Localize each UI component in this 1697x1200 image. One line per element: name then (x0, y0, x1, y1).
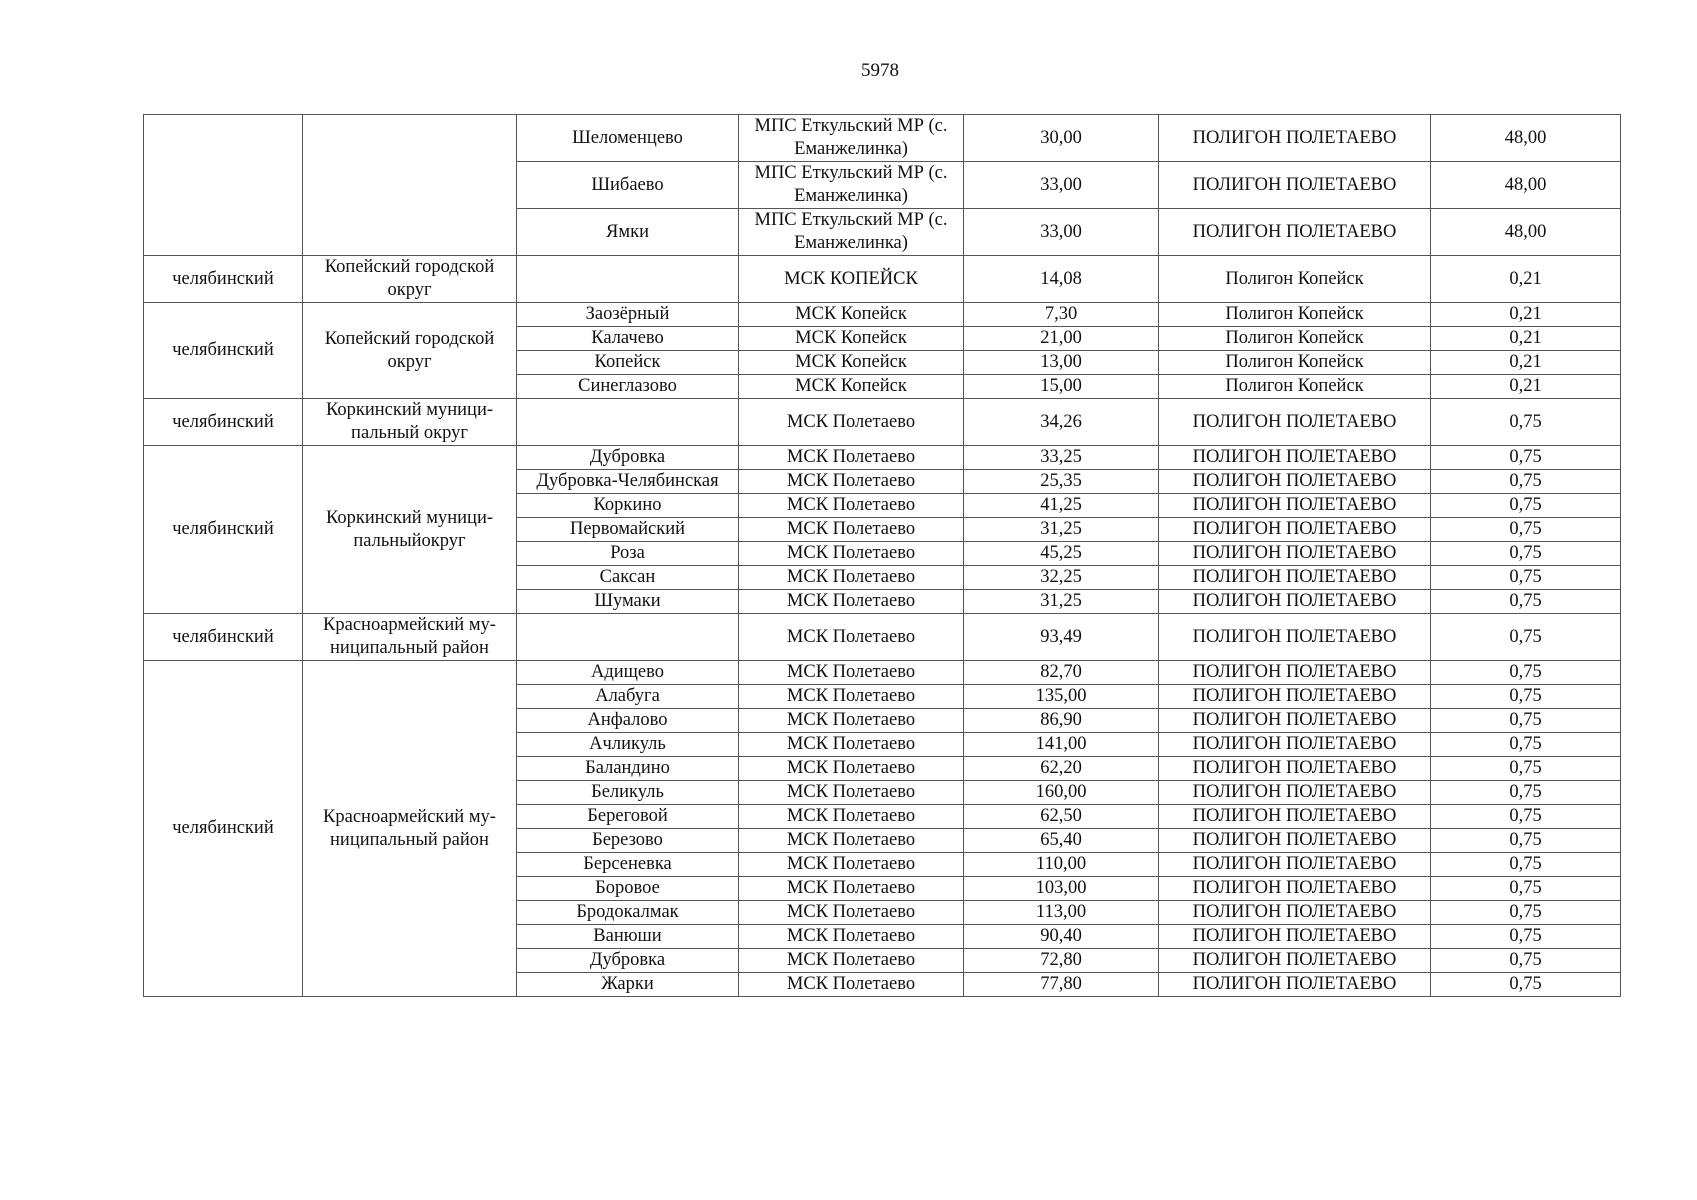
distance-cell: 90,40 (964, 925, 1159, 949)
collection-site-cell: МСК Копейск (739, 375, 964, 399)
collection-site-cell: МСК Полетаево (739, 877, 964, 901)
settlement-cell: Беликуль (517, 781, 739, 805)
region-cell: челябинский (144, 614, 303, 661)
landfill-cell: ПОЛИГОН ПОЛЕТАЕВО (1159, 566, 1431, 590)
settlement-cell: Анфалово (517, 709, 739, 733)
collection-site-cell: МСК Полетаево (739, 399, 964, 446)
value-cell: 0,75 (1431, 949, 1621, 973)
table-body (144, 115, 1621, 997)
value-cell: 0,75 (1431, 685, 1621, 709)
landfill-cell: ПОЛИГОН ПОЛЕТАЕВО (1159, 542, 1431, 566)
collection-site-cell: МСК Полетаево (739, 925, 964, 949)
settlement-cell: Синеглазово (517, 375, 739, 399)
distance-cell: 65,40 (964, 829, 1159, 853)
value-cell: 48,00 (1431, 115, 1621, 162)
settlement-cell: Саксан (517, 566, 739, 590)
value-cell: 0,75 (1431, 614, 1621, 661)
landfill-cell: ПОЛИГОН ПОЛЕТАЕВО (1159, 853, 1431, 877)
transport-table (143, 114, 1621, 997)
settlement-cell: Бродокалмак (517, 901, 739, 925)
value-cell: 0,75 (1431, 853, 1621, 877)
distance-cell: 62,20 (964, 757, 1159, 781)
distance-cell: 32,25 (964, 566, 1159, 590)
collection-site-cell: МСК Полетаево (739, 614, 964, 661)
landfill-cell: ПОЛИГОН ПОЛЕТАЕВО (1159, 901, 1431, 925)
distance-cell: 103,00 (964, 877, 1159, 901)
table-row (144, 399, 1621, 446)
municipality-cell (303, 115, 517, 256)
region-cell: челябинский (144, 303, 303, 399)
landfill-cell: ПОЛИГОН ПОЛЕТАЕВО (1159, 973, 1431, 997)
table-row (144, 661, 1621, 685)
landfill-cell: Полигон Копейск (1159, 256, 1431, 303)
collection-site-cell: МСК Полетаево (739, 733, 964, 757)
municipality-cell: Красноармейский му-ниципальный район (303, 661, 517, 997)
settlement-cell: Адищево (517, 661, 739, 685)
collection-site-cell: МСК Копейск (739, 351, 964, 375)
collection-site-cell: МСК Полетаево (739, 853, 964, 877)
collection-site-cell: МСК Полетаево (739, 709, 964, 733)
distance-cell: 135,00 (964, 685, 1159, 709)
landfill-cell: ПОЛИГОН ПОЛЕТАЕВО (1159, 614, 1431, 661)
distance-cell: 31,25 (964, 518, 1159, 542)
value-cell: 0,75 (1431, 709, 1621, 733)
distance-cell: 30,00 (964, 115, 1159, 162)
collection-site-cell: МСК Полетаево (739, 805, 964, 829)
settlement-cell: Ванюши (517, 925, 739, 949)
value-cell: 0,21 (1431, 303, 1621, 327)
settlement-cell: Берсеневка (517, 853, 739, 877)
value-cell: 0,21 (1431, 375, 1621, 399)
landfill-cell: ПОЛИГОН ПОЛЕТАЕВО (1159, 949, 1431, 973)
settlement-cell: Дубровка (517, 949, 739, 973)
distance-cell: 34,26 (964, 399, 1159, 446)
distance-cell: 113,00 (964, 901, 1159, 925)
collection-site-cell: МСК Полетаево (739, 518, 964, 542)
landfill-cell: Полигон Копейск (1159, 351, 1431, 375)
landfill-cell: ПОЛИГОН ПОЛЕТАЕВО (1159, 209, 1431, 256)
landfill-cell: ПОЛИГОН ПОЛЕТАЕВО (1159, 877, 1431, 901)
value-cell: 0,75 (1431, 399, 1621, 446)
distance-cell: 25,35 (964, 470, 1159, 494)
landfill-cell: Полигон Копейск (1159, 303, 1431, 327)
region-cell (144, 115, 303, 256)
distance-cell: 41,25 (964, 494, 1159, 518)
value-cell: 0,21 (1431, 351, 1621, 375)
distance-cell: 13,00 (964, 351, 1159, 375)
settlement-cell: Жарки (517, 973, 739, 997)
collection-site-cell: МСК Полетаево (739, 973, 964, 997)
landfill-cell: ПОЛИГОН ПОЛЕТАЕВО (1159, 470, 1431, 494)
collection-site-cell: МСК Полетаево (739, 542, 964, 566)
distance-cell: 93,49 (964, 614, 1159, 661)
landfill-cell: ПОЛИГОН ПОЛЕТАЕВО (1159, 709, 1431, 733)
collection-site-cell: МПС Еткульский МР (с. Еманжелинка) (739, 115, 964, 162)
value-cell: 0,75 (1431, 518, 1621, 542)
distance-cell: 14,08 (964, 256, 1159, 303)
settlement-cell: Первомайский (517, 518, 739, 542)
settlement-cell: Боровое (517, 877, 739, 901)
collection-site-cell: МСК Полетаево (739, 949, 964, 973)
settlement-cell: Ямки (517, 209, 739, 256)
value-cell: 0,75 (1431, 590, 1621, 614)
distance-cell: 15,00 (964, 375, 1159, 399)
value-cell: 0,75 (1431, 829, 1621, 853)
landfill-cell: ПОЛИГОН ПОЛЕТАЕВО (1159, 829, 1431, 853)
landfill-cell: ПОЛИГОН ПОЛЕТАЕВО (1159, 685, 1431, 709)
table-row (144, 446, 1621, 470)
landfill-cell: ПОЛИГОН ПОЛЕТАЕВО (1159, 399, 1431, 446)
landfill-cell: ПОЛИГОН ПОЛЕТАЕВО (1159, 446, 1431, 470)
landfill-cell: ПОЛИГОН ПОЛЕТАЕВО (1159, 661, 1431, 685)
municipality-cell: Копейский городской округ (303, 303, 517, 399)
settlement-cell: Дубровка (517, 446, 739, 470)
settlement-cell (517, 256, 739, 303)
distance-cell: 110,00 (964, 853, 1159, 877)
landfill-cell: ПОЛИГОН ПОЛЕТАЕВО (1159, 115, 1431, 162)
value-cell: 0,75 (1431, 446, 1621, 470)
distance-cell: 33,25 (964, 446, 1159, 470)
landfill-cell: ПОЛИГОН ПОЛЕТАЕВО (1159, 757, 1431, 781)
region-cell: челябинский (144, 256, 303, 303)
settlement-cell: Шибаево (517, 162, 739, 209)
municipality-cell: Коркинский муници-пальный округ (303, 399, 517, 446)
collection-site-cell: МСК Полетаево (739, 829, 964, 853)
distance-cell: 7,30 (964, 303, 1159, 327)
value-cell: 0,75 (1431, 661, 1621, 685)
settlement-cell: Баландино (517, 757, 739, 781)
distance-cell: 45,25 (964, 542, 1159, 566)
distance-cell: 33,00 (964, 209, 1159, 256)
landfill-cell: ПОЛИГОН ПОЛЕТАЕВО (1159, 805, 1431, 829)
settlement-cell: Заозёрный (517, 303, 739, 327)
collection-site-cell: МСК Полетаево (739, 590, 964, 614)
distance-cell: 77,80 (964, 973, 1159, 997)
value-cell: 0,21 (1431, 327, 1621, 351)
landfill-cell: ПОЛИГОН ПОЛЕТАЕВО (1159, 733, 1431, 757)
collection-site-cell: МСК Полетаево (739, 685, 964, 709)
landfill-cell: ПОЛИГОН ПОЛЕТАЕВО (1159, 494, 1431, 518)
settlement-cell: Березово (517, 829, 739, 853)
value-cell: 0,75 (1431, 925, 1621, 949)
value-cell: 0,75 (1431, 877, 1621, 901)
collection-site-cell: МСК Полетаево (739, 757, 964, 781)
region-cell: челябинский (144, 661, 303, 997)
table-row (144, 303, 1621, 327)
collection-site-cell: МСК Полетаево (739, 446, 964, 470)
distance-cell: 21,00 (964, 327, 1159, 351)
value-cell: 0,75 (1431, 757, 1621, 781)
landfill-cell: ПОЛИГОН ПОЛЕТАЕВО (1159, 925, 1431, 949)
landfill-cell: ПОЛИГОН ПОЛЕТАЕВО (1159, 518, 1431, 542)
settlement-cell: Роза (517, 542, 739, 566)
distance-cell: 31,25 (964, 590, 1159, 614)
settlement-cell (517, 614, 739, 661)
collection-site-cell: МСК Полетаево (739, 494, 964, 518)
distance-cell: 160,00 (964, 781, 1159, 805)
municipality-cell: Копейский городской округ (303, 256, 517, 303)
landfill-cell: Полигон Копейск (1159, 327, 1431, 351)
collection-site-cell: МСК Копейск (739, 327, 964, 351)
collection-site-cell: МПС Еткульский МР (с. Еманжелинка) (739, 162, 964, 209)
distance-cell: 86,90 (964, 709, 1159, 733)
collection-site-cell: МСК Полетаево (739, 566, 964, 590)
value-cell: 0,75 (1431, 901, 1621, 925)
table-row (144, 256, 1621, 303)
settlement-cell: Береговой (517, 805, 739, 829)
collection-site-cell: МСК Полетаево (739, 901, 964, 925)
landfill-cell: ПОЛИГОН ПОЛЕТАЕВО (1159, 162, 1431, 209)
distance-cell: 141,00 (964, 733, 1159, 757)
distance-cell: 62,50 (964, 805, 1159, 829)
value-cell: 48,00 (1431, 209, 1621, 256)
value-cell: 0,21 (1431, 256, 1621, 303)
landfill-cell: Полигон Копейск (1159, 375, 1431, 399)
collection-site-cell: МСК Полетаево (739, 781, 964, 805)
settlement-cell: Копейск (517, 351, 739, 375)
value-cell: 0,75 (1431, 973, 1621, 997)
settlement-cell: Алабуга (517, 685, 739, 709)
page-number: 5978 (861, 60, 899, 81)
value-cell: 48,00 (1431, 162, 1621, 209)
settlement-cell: Ачликуль (517, 733, 739, 757)
municipality-cell: Коркинский муници-пальныйокруг (303, 446, 517, 614)
value-cell: 0,75 (1431, 542, 1621, 566)
collection-site-cell: МПС Еткульский МР (с. Еманжелинка) (739, 209, 964, 256)
value-cell: 0,75 (1431, 781, 1621, 805)
value-cell: 0,75 (1431, 494, 1621, 518)
value-cell: 0,75 (1431, 733, 1621, 757)
value-cell: 0,75 (1431, 566, 1621, 590)
collection-site-cell: МСК КОПЕЙСК (739, 256, 964, 303)
collection-site-cell: МСК Полетаево (739, 661, 964, 685)
landfill-cell: ПОЛИГОН ПОЛЕТАЕВО (1159, 590, 1431, 614)
distance-cell: 82,70 (964, 661, 1159, 685)
region-cell: челябинский (144, 446, 303, 614)
distance-cell: 33,00 (964, 162, 1159, 209)
collection-site-cell: МСК Полетаево (739, 470, 964, 494)
settlement-cell: Калачево (517, 327, 739, 351)
settlement-cell: Коркино (517, 494, 739, 518)
value-cell: 0,75 (1431, 470, 1621, 494)
region-cell: челябинский (144, 399, 303, 446)
settlement-cell: Шумаки (517, 590, 739, 614)
value-cell: 0,75 (1431, 805, 1621, 829)
table-row (144, 115, 1621, 162)
settlement-cell: Дубровка-Челябинская (517, 470, 739, 494)
distance-cell: 72,80 (964, 949, 1159, 973)
municipality-cell: Красноармейский му-ниципальный район (303, 614, 517, 661)
settlement-cell (517, 399, 739, 446)
settlement-cell: Шеломенцево (517, 115, 739, 162)
table-row (144, 614, 1621, 661)
landfill-cell: ПОЛИГОН ПОЛЕТАЕВО (1159, 781, 1431, 805)
collection-site-cell: МСК Копейск (739, 303, 964, 327)
